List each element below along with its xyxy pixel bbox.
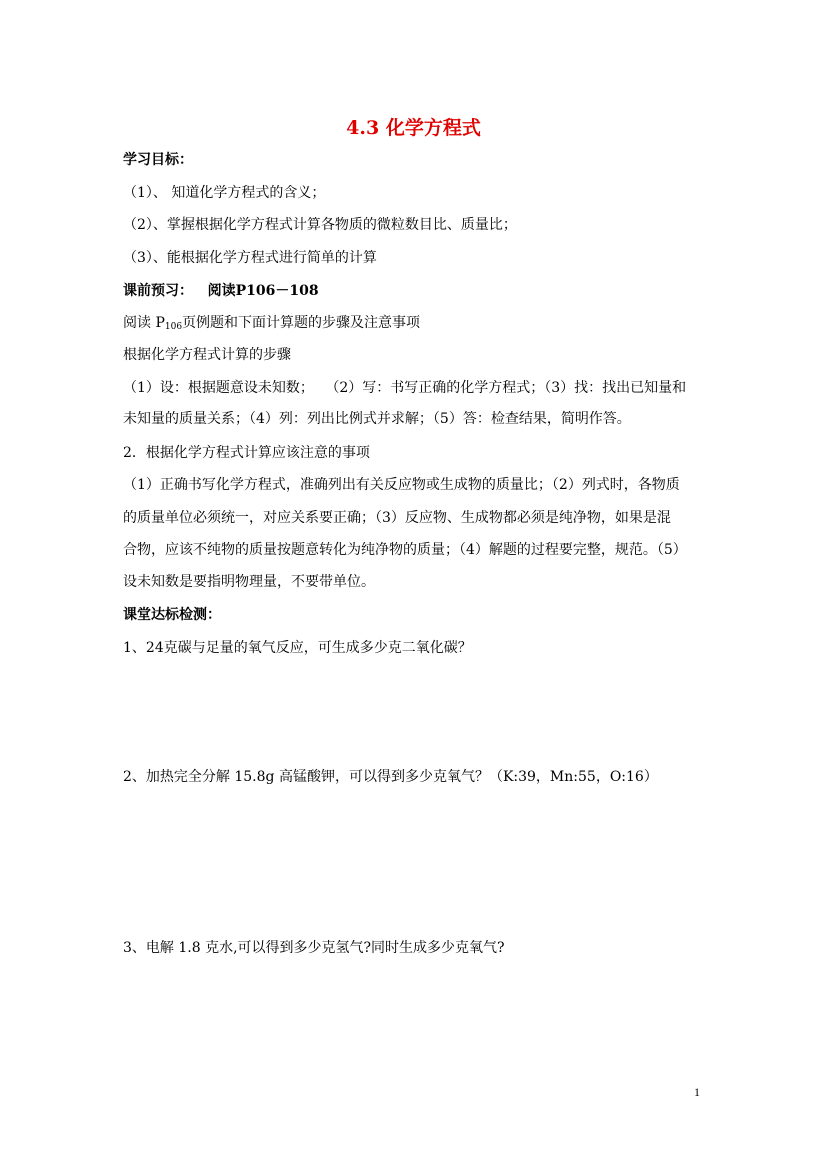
objectives-heading: 学习目标： xyxy=(123,152,193,168)
steps-line-2: 未知量的质量关系；（4）列：列出比例式并求解；（5）答：检查结果，简明作答。 xyxy=(123,411,631,427)
preview-heading: 课前预习： xyxy=(123,283,193,299)
preview-line-1 xyxy=(123,313,420,337)
question-1: 1、24克碳与足量的氧气反应，可生成多少克二氧化碳？ xyxy=(123,640,472,656)
preview-line1-sub: 106 xyxy=(164,322,183,332)
question-3: 3、电解 1.8 克水,可以得到多少克氢气?同时生成多少克氧气? xyxy=(123,940,505,956)
notes-line-1: （1）正确书写化学方程式，准确列出有关反应物或生成物的质量比；（2）列式时，各物质 xyxy=(123,477,680,493)
preview-reading: 阅读P106－108 xyxy=(207,283,319,299)
question-2: 2、加热完全分解 15.8g 高锰酸钾，可以得到多少克氧气？（K:39，Mn:55，O:16） xyxy=(123,769,658,785)
notes-line-3: 合物，应该不纯物的质量按题意转化为纯净物的质量；（4）解题的过程要完整，规范。（5） xyxy=(123,542,687,558)
page-number: 1 xyxy=(694,1085,700,1099)
steps-heading: 根据化学方程式计算的步骤 xyxy=(123,347,291,363)
objective-item-1: （1）、 知道化学方程式的含义； xyxy=(123,185,326,201)
objective-item-3: （3）、能根据化学方程式进行简单的计算 xyxy=(123,250,377,266)
steps-line-1: （1）设：根据题意设未知数； （2）写：书写正确的化学方程式；（3）找：找出已知量和 xyxy=(123,380,687,396)
objective-item-2: （2）、掌握根据化学方程式计算各物质的微粒数目比、质量比； xyxy=(123,217,517,233)
preview-heading-line xyxy=(123,281,319,301)
page-title: 4.3 化学方程式 xyxy=(346,117,481,139)
notes-heading: 2．根据化学方程式计算应该注意的事项 xyxy=(123,445,370,461)
notes-line-4: 设未知数是要指明物理量，不要带单位。 xyxy=(123,574,375,590)
preview-line1-pre: 阅读 P xyxy=(123,315,165,331)
preview-line1-post: 页例题和下面计算题的步骤及注意事项 xyxy=(182,315,421,331)
notes-line-2: 的质量单位必须统一，对应关系要正确；（3）反应物、生成物都必须是纯净物，如果是混 xyxy=(123,510,671,526)
test-heading: 课堂达标检测： xyxy=(123,607,221,623)
